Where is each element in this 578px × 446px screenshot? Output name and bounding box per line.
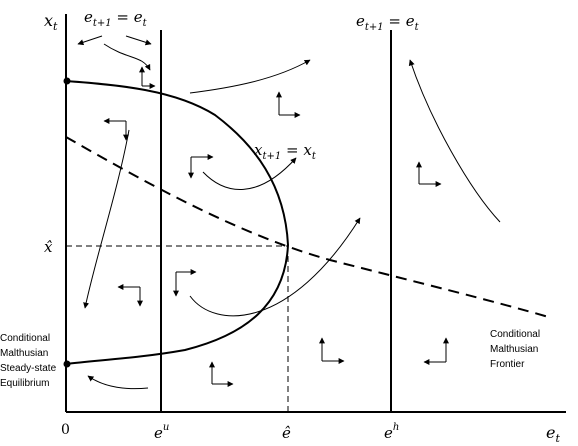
steady-state-note: Conditional Malthusian Steady-state Equilibrium — [0, 333, 57, 389]
direction-arrow-down-left — [118, 287, 140, 306]
direction-arrow-down-left — [104, 121, 126, 140]
direction-arrow-up-right — [279, 92, 300, 115]
trajectory-arrow — [190, 60, 310, 93]
malthusian-frontier-curve — [66, 137, 552, 318]
y-axis-label: $x_t$ — [44, 11, 58, 33]
trajectory-arrow — [78, 36, 102, 44]
trajectory-arrow — [190, 218, 360, 316]
e-u-tick-label: $e^u$ — [154, 422, 170, 442]
x-axis-label: $e_t$ — [546, 423, 560, 445]
direction-arrow-up-right — [212, 362, 233, 384]
e-locus-label-left: $e_{t+1} = e_t$ — [84, 8, 147, 29]
trajectory-arrow — [126, 36, 151, 44]
direction-arrow-up-right — [322, 338, 344, 361]
direction-arrow-up-right — [419, 162, 441, 184]
e-h-tick-label: $e^h$ — [384, 422, 400, 442]
trajectory-arrow — [88, 376, 148, 389]
x-hat-tick-label: x̂ — [44, 238, 53, 256]
trajectory-arrow — [203, 158, 296, 189]
trajectory-arrow — [104, 44, 150, 70]
direction-arrow-up-left — [424, 338, 446, 362]
e-hat-tick-label: ê — [282, 424, 291, 442]
origin-label: 0 — [61, 422, 70, 438]
frontier-note: Conditional Malthusian Frontier — [490, 329, 541, 370]
x-locus-label: $x_{t+1} = x_t$ — [254, 141, 316, 162]
e-locus-label-right: $e_{t+1} = e_t$ — [356, 12, 419, 33]
trajectory-arrow — [85, 130, 129, 308]
upper-steady-state-dot — [64, 78, 71, 85]
direction-arrows — [104, 67, 446, 384]
lower-steady-state-dot — [64, 361, 71, 368]
trajectory-arrow — [410, 60, 500, 222]
direction-arrow-down-right — [191, 157, 213, 178]
direction-arrow-down-right — [176, 272, 196, 296]
x-locus-curve — [66, 81, 288, 364]
direction-arrow-up-right — [142, 67, 155, 86]
